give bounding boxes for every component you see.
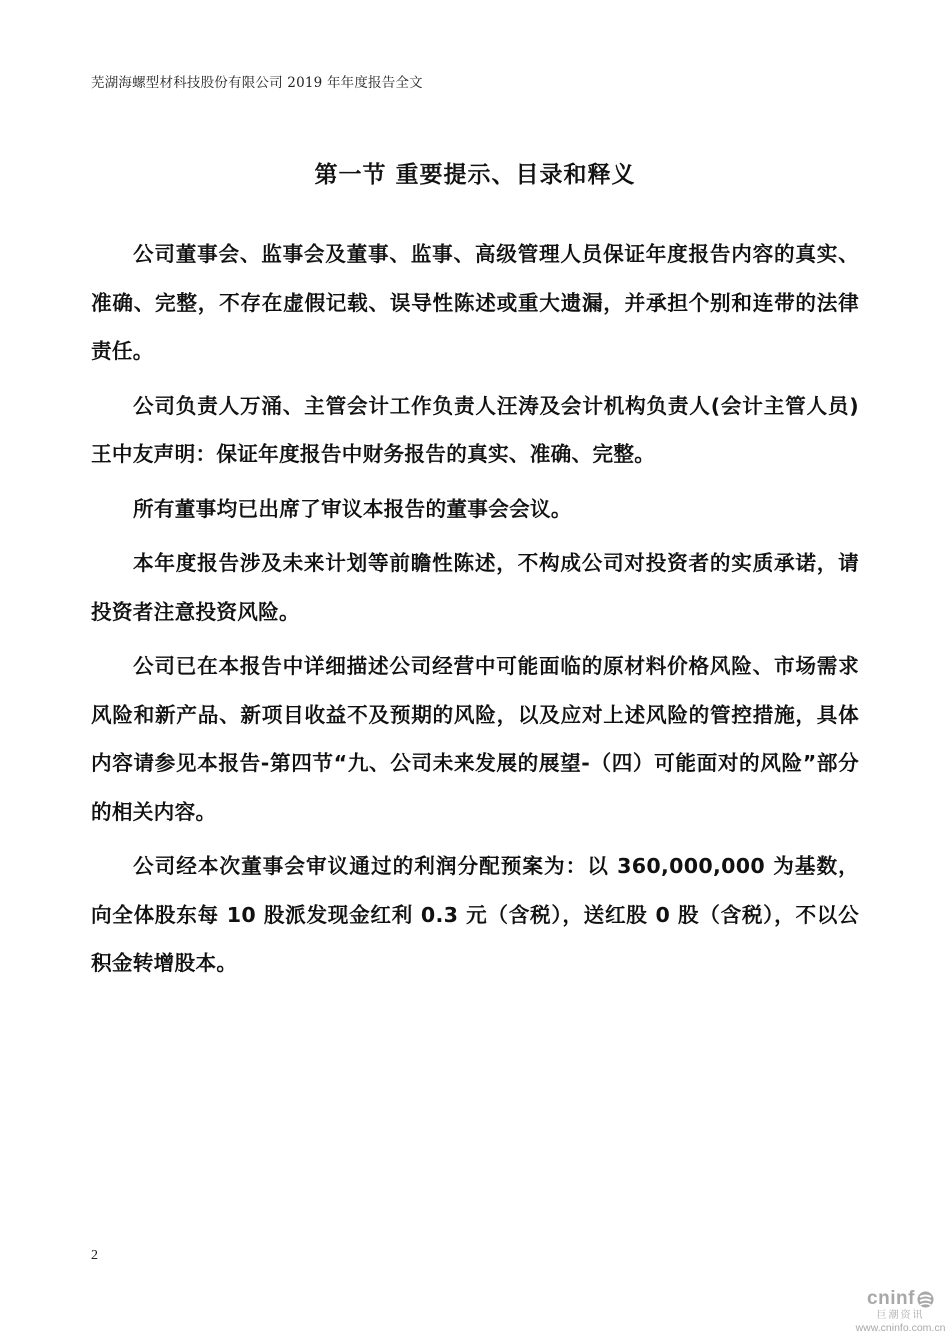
paragraph-responsibility-statement: 公司董事会、监事会及董事、监事、高级管理人员保证年度报告内容的真实、准确、完整，不存在虚假记载、误导性陈述或重大遗漏，并承担个别和连带的法律责任。: [91, 242, 859, 363]
section-title: 第一节 重要提示、目录和释义: [314, 162, 636, 188]
page-number: 2: [91, 1248, 98, 1263]
watermark-chinese-name: 巨潮资讯: [876, 1310, 925, 1321]
paragraph-officer-declaration: 公司负责人万涌、主管会计工作负责人汪涛及会计机构负责人(会计主管人员)王中友声明：保证年度报告中财务报告的真实、准确、完整。: [91, 393, 859, 466]
running-header: 芜湖海螺型材科技股份有限公司 2019 年年度报告全文: [91, 75, 423, 91]
paragraph-profit-distribution: 公司经本次董事会审议通过的利润分配预案为：以 360,000,000 为基数，向全体股东每 10 股派发现金红利 0.3 元（含税），送红股 0 股（含税），不以公积金转增股本。: [91, 854, 859, 975]
watermark-logo: [853, 1288, 948, 1310]
paragraph-board-attendance: 所有董事均已出席了审议本报告的董事会会议。: [133, 496, 572, 521]
cninfo-watermark: [853, 1288, 948, 1334]
paragraph-risk-description: 公司已在本报告中详细描述公司经营中可能面临的原材料价格风险、市场需求风险和新产品、新项目收益不及预期的风险，以及应对上述风险的管控措施，具体内容请参见本报告-第四节“九、公司未来发展的展望-（四）可能面对的风险”部分的相关内容。: [91, 654, 859, 824]
paragraph-forward-looking-disclaimer: 本年度报告涉及未来计划等前瞻性陈述，不构成公司对投资者的实质承诺，请投资者注意投资风险。: [91, 551, 859, 624]
document-body: [91, 230, 859, 994]
watermark-logo-text: cninf: [867, 1288, 915, 1309]
cninfo-logo-icon: [917, 1291, 934, 1308]
watermark-url: www.cninfo.com.cn: [855, 1322, 946, 1334]
